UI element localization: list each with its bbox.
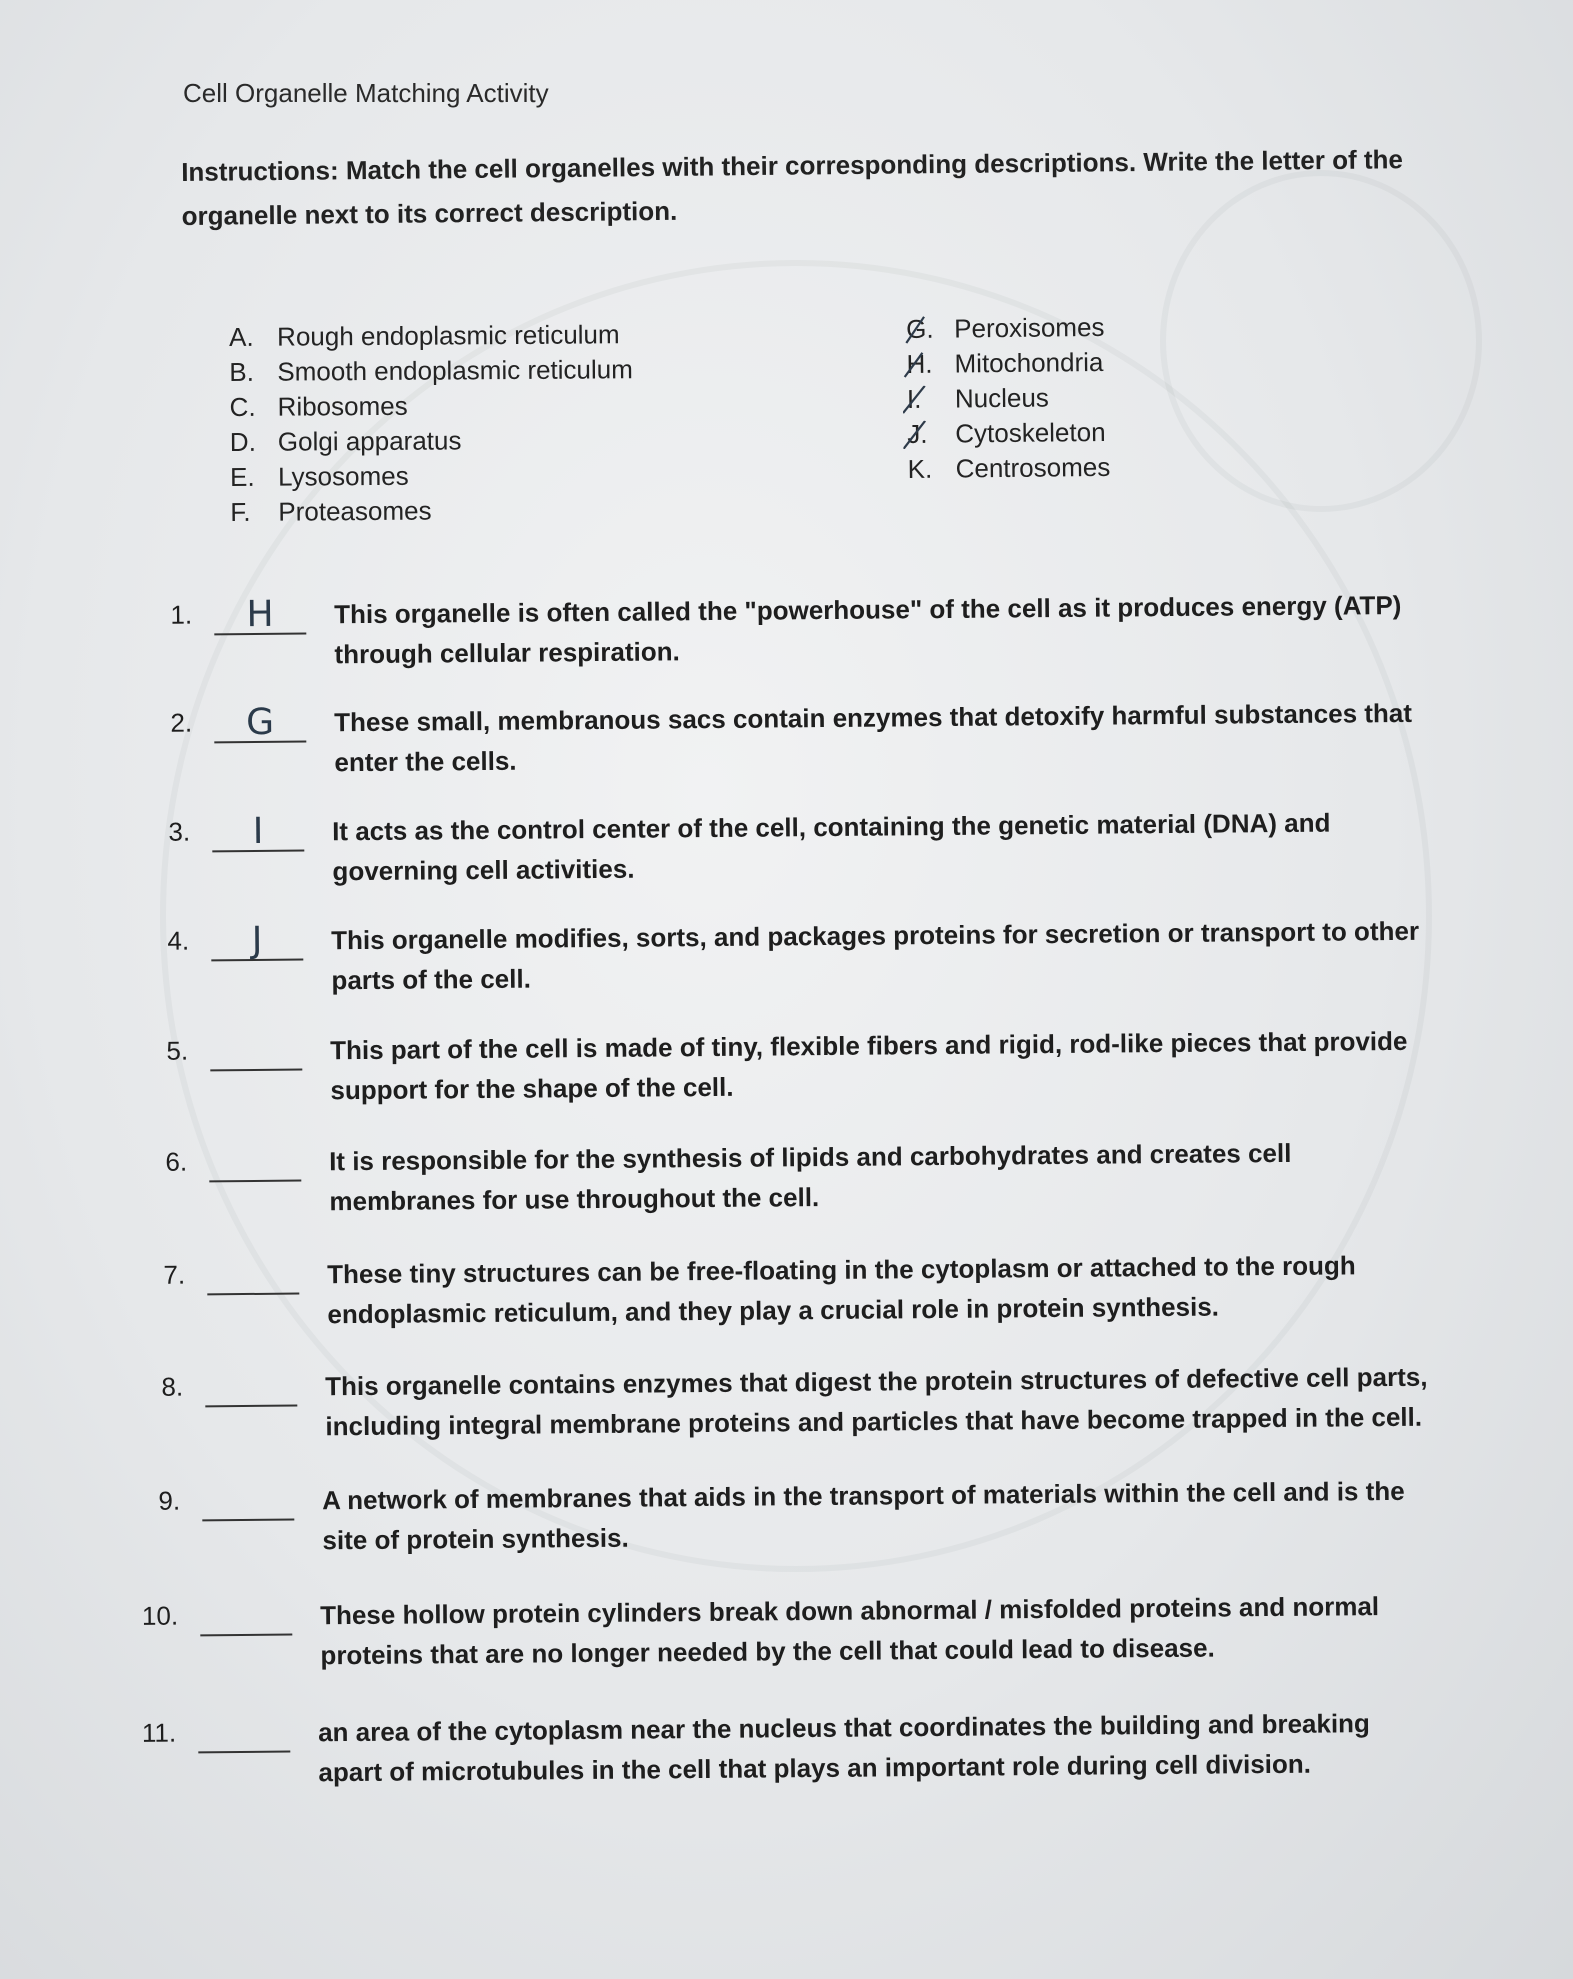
pencil-strike-icon bbox=[903, 421, 929, 449]
organelle-option bbox=[230, 422, 634, 460]
option-letter: J. bbox=[907, 418, 955, 450]
question-number: 10. bbox=[141, 1600, 179, 1631]
answer-blank[interactable] bbox=[200, 1600, 292, 1637]
option-letter: F. bbox=[230, 496, 251, 527]
option-name: Lysosomes bbox=[277, 460, 409, 492]
question-item bbox=[133, 1249, 1438, 1336]
option-name: Cytoskeleton bbox=[955, 416, 1106, 449]
handwritten-answer bbox=[209, 1182, 301, 1183]
question-number: 6. bbox=[165, 1146, 188, 1177]
organelle-option bbox=[906, 310, 1109, 347]
page-title: Cell Organelle Matching Activity bbox=[183, 78, 549, 108]
handwritten-answer: J bbox=[251, 919, 263, 961]
option-name: Nucleus bbox=[954, 382, 1049, 414]
question-item bbox=[126, 1590, 1431, 1677]
question-number: 9. bbox=[158, 1485, 181, 1516]
option-letter: H. bbox=[906, 348, 954, 380]
question-text: This organelle is often called the "powerhouse" of the cell as it produces energy (ATP) through cellular respiration. bbox=[334, 589, 1402, 670]
question-text: These tiny structures can be free-floating in the cytoplasm or attached to the rough endoplasmic reticulum, and they play a crucial role in protein synthesis. bbox=[327, 1250, 1356, 1330]
option-name: Smooth endoplasmic reticulum bbox=[277, 354, 633, 387]
option-letter: D. bbox=[229, 426, 256, 457]
answer-blank[interactable] bbox=[214, 593, 306, 636]
answer-blank[interactable] bbox=[205, 1371, 297, 1408]
option-letter: C. bbox=[229, 391, 256, 422]
question-text: These hollow protein cylinders break down abnormal / misfolded proteins and normal proteins that are no longer needed by the cell that could lead to disease. bbox=[320, 1591, 1380, 1671]
handwritten-answer bbox=[207, 1295, 299, 1296]
option-letter: I. bbox=[907, 383, 955, 415]
question-text: This part of the cell is made of tiny, flexible fibers and rigid, rod-like pieces that provide support for the shape of the cell. bbox=[330, 1025, 1408, 1106]
option-name: Ribosomes bbox=[277, 390, 408, 422]
option-letter: E. bbox=[229, 461, 255, 492]
option-name: Proteasomes bbox=[278, 495, 432, 527]
answer-blank[interactable] bbox=[210, 1035, 302, 1072]
option-name: Rough endoplasmic reticulum bbox=[277, 319, 620, 352]
option-letter: G. bbox=[906, 313, 954, 345]
question-text: This organelle modifies, sorts, and packages proteins for secretion or transport to other parts of the cell. bbox=[331, 915, 1420, 996]
question-number: 4. bbox=[167, 925, 190, 956]
question-number: 7. bbox=[163, 1259, 186, 1290]
answer-blank[interactable] bbox=[212, 810, 304, 853]
organelle-option bbox=[907, 415, 1110, 452]
question-item bbox=[131, 1361, 1436, 1448]
option-letter: B. bbox=[229, 356, 255, 387]
question-item bbox=[140, 697, 1445, 784]
question-text: an area of the cytoplasm near the nucleus that coordinates the building and breaking apart of microtubules in the cell that plays an important role during cell division. bbox=[318, 1708, 1370, 1788]
handwritten-answer bbox=[198, 1753, 290, 1754]
question-item bbox=[138, 806, 1443, 893]
organelle-option bbox=[229, 387, 633, 425]
question-item bbox=[136, 1025, 1441, 1112]
organelle-option bbox=[229, 352, 633, 390]
question-number: 8. bbox=[161, 1371, 184, 1402]
handwritten-answer bbox=[210, 1071, 302, 1072]
organelle-option bbox=[906, 345, 1109, 382]
question-item bbox=[124, 1707, 1429, 1794]
option-name: Mitochondria bbox=[954, 346, 1104, 379]
answer-blank[interactable] bbox=[202, 1485, 294, 1522]
handwritten-answer bbox=[200, 1636, 292, 1637]
question-item bbox=[128, 1475, 1433, 1562]
question-number: 5. bbox=[166, 1035, 189, 1066]
option-name: Golgi apparatus bbox=[277, 425, 462, 457]
pencil-strike-icon bbox=[902, 316, 928, 344]
pencil-strike-icon bbox=[903, 386, 929, 414]
option-letter: K. bbox=[907, 453, 933, 484]
question-number: 11. bbox=[141, 1717, 177, 1748]
question-text: It acts as the control center of the cell, containing the genetic material (DNA) and governing cell activities. bbox=[332, 807, 1331, 887]
organelle-option bbox=[229, 317, 633, 355]
question-item bbox=[135, 1136, 1440, 1223]
organelle-list-right bbox=[906, 310, 1110, 487]
question-text: It is responsible for the synthesis of lipids and carbohydrates and creates cell membranes for use throughout the cell. bbox=[329, 1137, 1292, 1217]
question-item bbox=[137, 915, 1442, 1002]
organelle-option bbox=[907, 450, 1110, 487]
option-name: Peroxisomes bbox=[954, 311, 1105, 344]
instructions: Instructions: Match the cell organelles with their corresponding descriptions. Write the letter of the organelle next to its correct description. bbox=[181, 144, 1404, 231]
question-item bbox=[140, 589, 1445, 676]
answer-blank[interactable] bbox=[198, 1717, 290, 1754]
answer-blank[interactable] bbox=[209, 1146, 301, 1183]
organelle-list-left bbox=[229, 317, 634, 530]
option-letter: A. bbox=[229, 321, 254, 352]
question-number: 3. bbox=[168, 816, 191, 847]
answer-blank[interactable] bbox=[207, 1259, 299, 1296]
handwritten-answer: I bbox=[252, 810, 264, 852]
handwritten-answer bbox=[205, 1407, 297, 1408]
handwritten-answer bbox=[202, 1521, 294, 1522]
answer-blank[interactable] bbox=[214, 701, 306, 744]
handwritten-answer: G bbox=[245, 701, 275, 744]
answer-blank[interactable] bbox=[211, 919, 303, 962]
handwritten-answer: H bbox=[246, 593, 274, 636]
question-text: These small, membranous sacs contain enzymes that detoxify harmful substances that enter the cells. bbox=[334, 697, 1413, 778]
question-text: This organelle contains enzymes that digest the protein structures of defective cell parts, including integral membrane proteins and particles that have become trapped in the cell. bbox=[325, 1361, 1428, 1442]
question-number: 2. bbox=[170, 707, 193, 738]
question-text: A network of membranes that aids in the transport of materials within the cell and is the site of protein synthesis. bbox=[322, 1475, 1405, 1556]
organelle-option bbox=[907, 380, 1110, 417]
organelle-option bbox=[230, 492, 634, 530]
question-number: 1. bbox=[170, 599, 193, 630]
pencil-strike-icon bbox=[902, 351, 928, 379]
organelle-option bbox=[230, 457, 634, 495]
option-name: Centrosomes bbox=[955, 451, 1111, 484]
